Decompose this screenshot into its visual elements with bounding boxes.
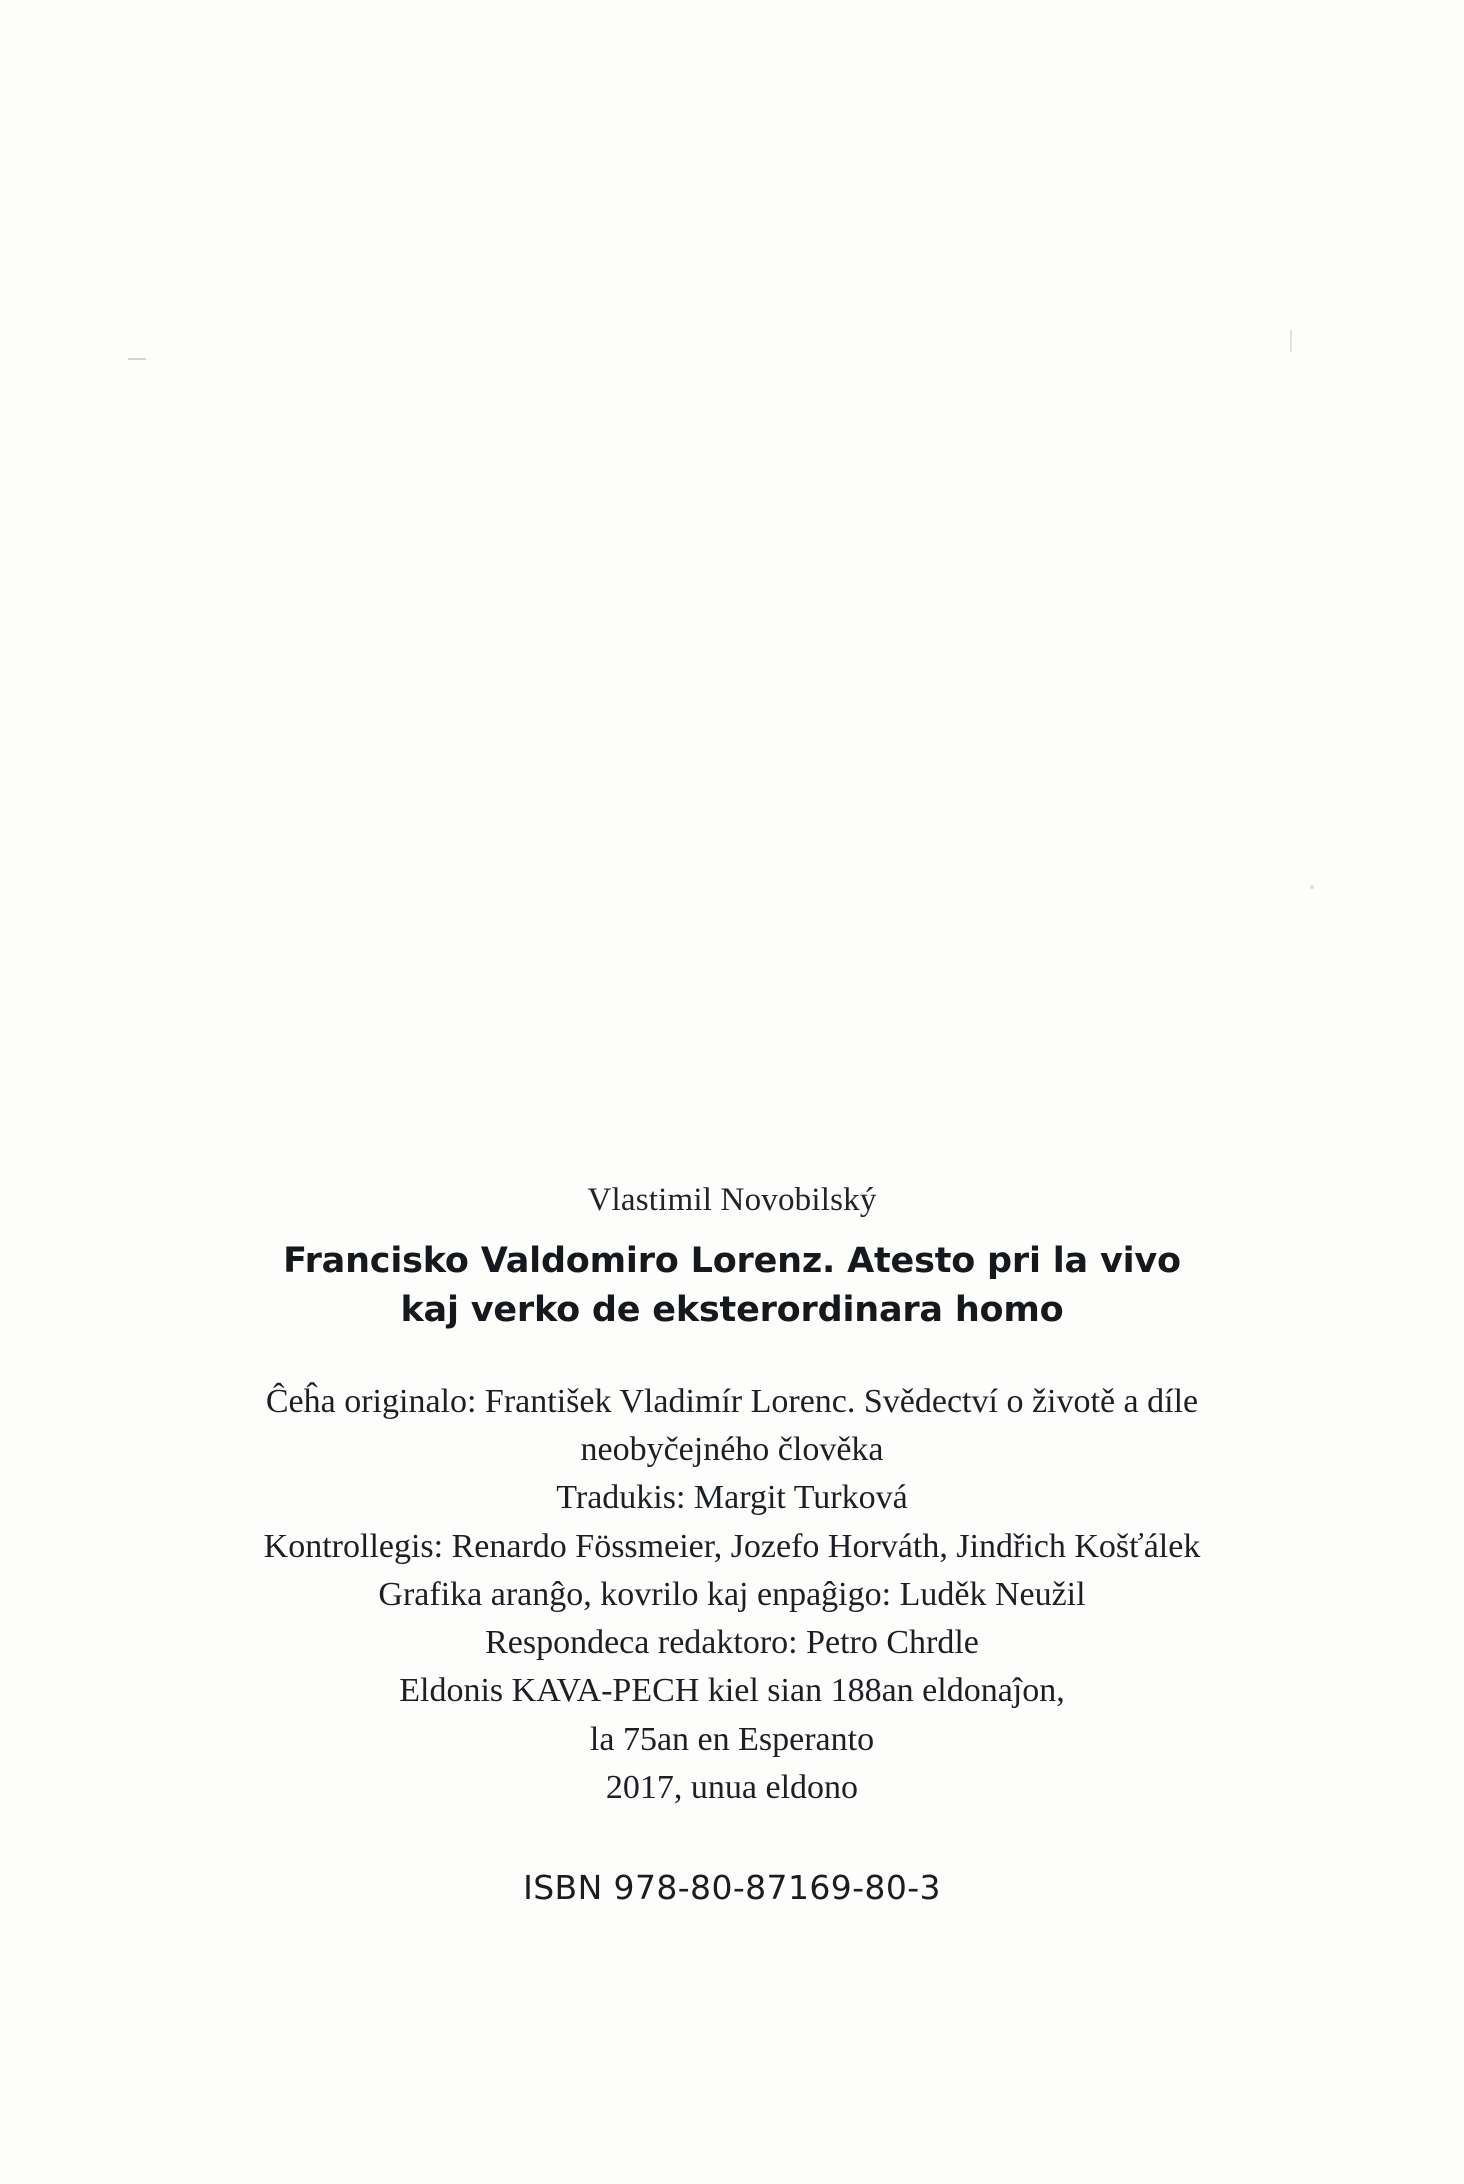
- credit-line: Tradukis: Margit Turková: [556, 1479, 908, 1517]
- credit-line: Ĉeĥa originalo: František Vladimír Lorenc. Svědectví o životě a díle: [265, 1382, 1199, 1420]
- credit-line: Respondeca redaktoro: Petro Chrdle: [485, 1624, 979, 1662]
- credits-block: [150, 1378, 1314, 1812]
- credit-line: Eldonis KAVA-PECH kiel sian 188an eldonaĵon,: [399, 1672, 1065, 1710]
- scan-artifact-left-icon: [128, 358, 146, 360]
- book-title-line-2: kaj verko de eksterordinara homo: [400, 1289, 1064, 1330]
- credit-line: la 75an en Esperanto: [589, 1720, 875, 1758]
- credit-line: Kontrollegis: Renardo Fössmeier, Jozefo Horváth, Jindřich Košťálek: [263, 1527, 1201, 1565]
- credit-line: Grafika aranĝo, kovrilo kaj enpaĝigo: Luděk Neužil: [378, 1575, 1086, 1613]
- credit-line: neobyčejného člověka: [580, 1431, 884, 1469]
- book-title: [182, 1237, 1282, 1334]
- colophon-block: [0, 1180, 1464, 1907]
- scan-artifact-right-icon: [1290, 330, 1292, 352]
- isbn-number: ISBN 978-80-87169-80-3: [523, 1868, 941, 1908]
- credit-line: 2017, unua eldono: [605, 1768, 859, 1806]
- book-title-line-1: Francisko Valdomiro Lorenz. Atesto pri la vivo: [283, 1241, 1181, 1282]
- scan-artifact-dot-icon: [1310, 885, 1314, 889]
- author-name: Vlastimil Novobilský: [587, 1182, 877, 1218]
